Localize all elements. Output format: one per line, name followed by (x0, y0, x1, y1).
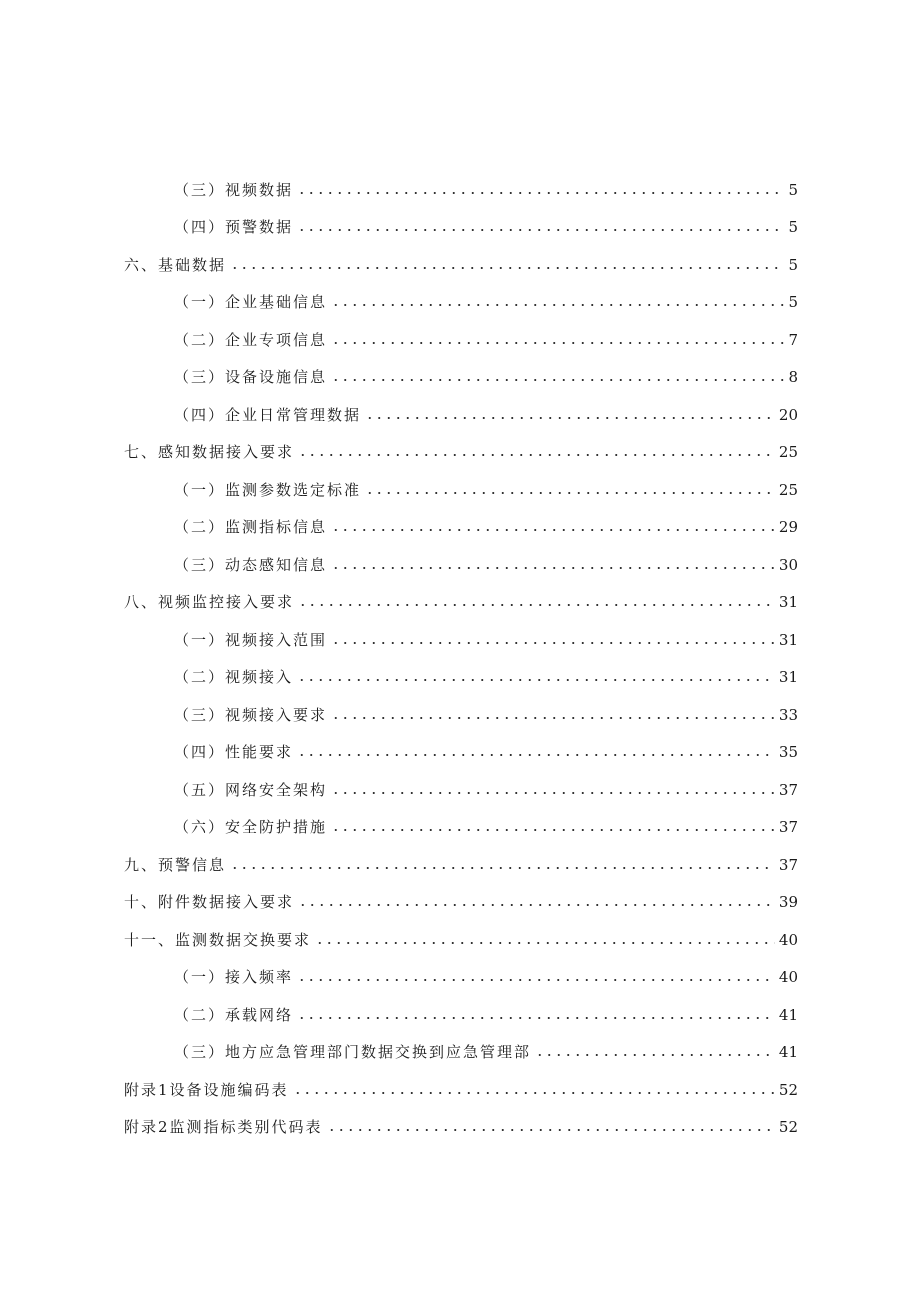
toc-entry[interactable] (124, 650, 798, 688)
toc-dot-leader (331, 790, 775, 796)
toc-dot-leader (331, 302, 784, 308)
toc-entry[interactable] (124, 950, 798, 988)
toc-entry-title: （三）视频数据 (174, 180, 294, 199)
toc-entry-title: 九、预警信息 (124, 855, 227, 874)
toc-entry-page-number: 31 (778, 668, 798, 686)
toc-entry-page-number: 52 (778, 1080, 798, 1099)
toc-entry-title: 十、附件数据接入要求 (124, 893, 295, 911)
toc-dot-leader (297, 227, 784, 233)
toc-entry-title: （一）企业基础信息 (174, 293, 328, 311)
toc-entry[interactable] (124, 762, 798, 800)
toc-dot-leader (315, 940, 775, 946)
toc-entry-page-number: 40 (778, 968, 798, 986)
toc-entry-title: （三）动态感知信息 (174, 555, 328, 574)
toc-entry-title: （四）性能要求 (174, 743, 294, 761)
toc-dot-leader (297, 977, 775, 983)
toc-entry-title: （三）视频接入要求 (174, 705, 328, 724)
toc-entry[interactable] (124, 462, 798, 500)
toc-dot-leader (230, 865, 775, 871)
toc-dot-leader (298, 452, 775, 458)
toc-dot-leader (331, 827, 775, 833)
toc-entry[interactable] (124, 800, 798, 838)
toc-dot-leader (535, 1052, 775, 1058)
toc-dot-leader (297, 1015, 775, 1021)
toc-entry-title: 八、视频监控接入要求 (124, 593, 295, 611)
toc-entry[interactable] (124, 687, 798, 725)
toc-entry-title: （四）预警数据 (174, 218, 294, 236)
toc-entry[interactable] (124, 575, 798, 613)
toc-dot-leader (297, 677, 775, 683)
toc-entry[interactable] (124, 200, 798, 238)
toc-entry-page-number: 25 (778, 443, 798, 461)
toc-entry-page-number: 33 (778, 705, 798, 724)
toc-entry-page-number: 25 (778, 480, 798, 499)
toc-dot-leader (331, 340, 784, 346)
toc-entry-title: （二）监测指标信息 (174, 518, 328, 536)
toc-entry-title: （一）接入频率 (174, 968, 294, 986)
toc-entry-page-number: 5 (788, 293, 798, 311)
toc-entry[interactable] (124, 612, 798, 650)
toc-entry-page-number: 39 (778, 893, 798, 911)
toc-dot-leader (365, 415, 775, 421)
toc-entry-title: （二）企业专项信息 (174, 330, 328, 349)
toc-entry-title: （一）视频接入范围 (174, 630, 328, 649)
toc-dot-leader (327, 1127, 775, 1133)
toc-entry-page-number: 52 (778, 1118, 798, 1136)
toc-entry[interactable] (124, 1100, 798, 1138)
toc-entry-page-number: 7 (788, 330, 798, 349)
toc-entry[interactable] (124, 1025, 798, 1063)
toc-entry[interactable] (124, 350, 798, 388)
toc-entry-title: （二）视频接入 (174, 668, 294, 686)
toc-dot-leader (331, 527, 775, 533)
toc-entry-title: （六）安全防护措施 (174, 818, 328, 836)
toc-entry[interactable] (124, 1062, 798, 1100)
toc-entry[interactable] (124, 312, 798, 350)
toc-entry[interactable] (124, 275, 798, 313)
toc-entry-title: （四）企业日常管理数据 (174, 405, 362, 424)
toc-entry-title: 七、感知数据接入要求 (124, 443, 295, 461)
toc-entry-title: 十一、监测数据交换要求 (124, 930, 312, 949)
toc-entry-page-number: 5 (788, 180, 798, 199)
toc-dot-leader (331, 377, 784, 383)
toc-dot-leader (331, 715, 775, 721)
toc-dot-leader (297, 752, 775, 758)
toc-entry[interactable] (124, 912, 798, 950)
toc-entry-page-number: 37 (778, 818, 798, 836)
toc-entry-page-number: 29 (778, 518, 798, 536)
toc-dot-leader (365, 490, 775, 496)
toc-dot-leader (331, 565, 775, 571)
toc-entry[interactable] (124, 725, 798, 763)
toc-entry-title: 附录1设备设施编码表 (124, 1080, 289, 1099)
toc-entry[interactable] (124, 425, 798, 463)
toc-entry-title: （三）设备设施信息 (174, 368, 328, 386)
toc-entry-page-number: 8 (788, 368, 798, 386)
toc-dot-leader (293, 1090, 775, 1096)
toc-entry-page-number: 35 (778, 743, 798, 761)
toc-entry-title: 六、基础数据 (124, 255, 227, 274)
toc-entry-title: 附录2监测指标类别代码表 (124, 1118, 323, 1136)
table-of-contents (124, 162, 798, 1137)
toc-entry-page-number: 40 (778, 930, 798, 949)
toc-entry-title: （二）承载网络 (174, 1005, 294, 1024)
toc-dot-leader (230, 265, 784, 271)
toc-dot-leader (298, 902, 775, 908)
toc-entry-title: （一）监测参数选定标准 (174, 480, 362, 499)
toc-dot-leader (298, 602, 775, 608)
toc-dot-leader (297, 190, 784, 196)
toc-entry[interactable] (124, 987, 798, 1025)
toc-entry-page-number: 31 (778, 630, 798, 649)
toc-entry-title: （五）网络安全架构 (174, 780, 328, 799)
toc-entry-page-number: 5 (788, 255, 798, 274)
toc-entry[interactable] (124, 237, 798, 275)
toc-entry[interactable] (124, 875, 798, 913)
toc-entry-title: （三）地方应急管理部门数据交换到应急管理部 (174, 1043, 532, 1061)
toc-entry-page-number: 31 (778, 593, 798, 611)
toc-entry-page-number: 41 (778, 1005, 798, 1024)
toc-entry[interactable] (124, 537, 798, 575)
toc-entry-page-number: 5 (788, 218, 798, 236)
toc-entry-page-number: 20 (778, 405, 798, 424)
toc-entry[interactable] (124, 500, 798, 538)
toc-entry[interactable] (124, 837, 798, 875)
toc-dot-leader (331, 640, 775, 646)
toc-entry-page-number: 30 (778, 555, 798, 574)
toc-entry-page-number: 41 (778, 1043, 798, 1061)
toc-entry[interactable] (124, 162, 798, 200)
toc-entry-page-number: 37 (778, 780, 798, 799)
toc-entry[interactable] (124, 387, 798, 425)
toc-entry-page-number: 37 (778, 855, 798, 874)
